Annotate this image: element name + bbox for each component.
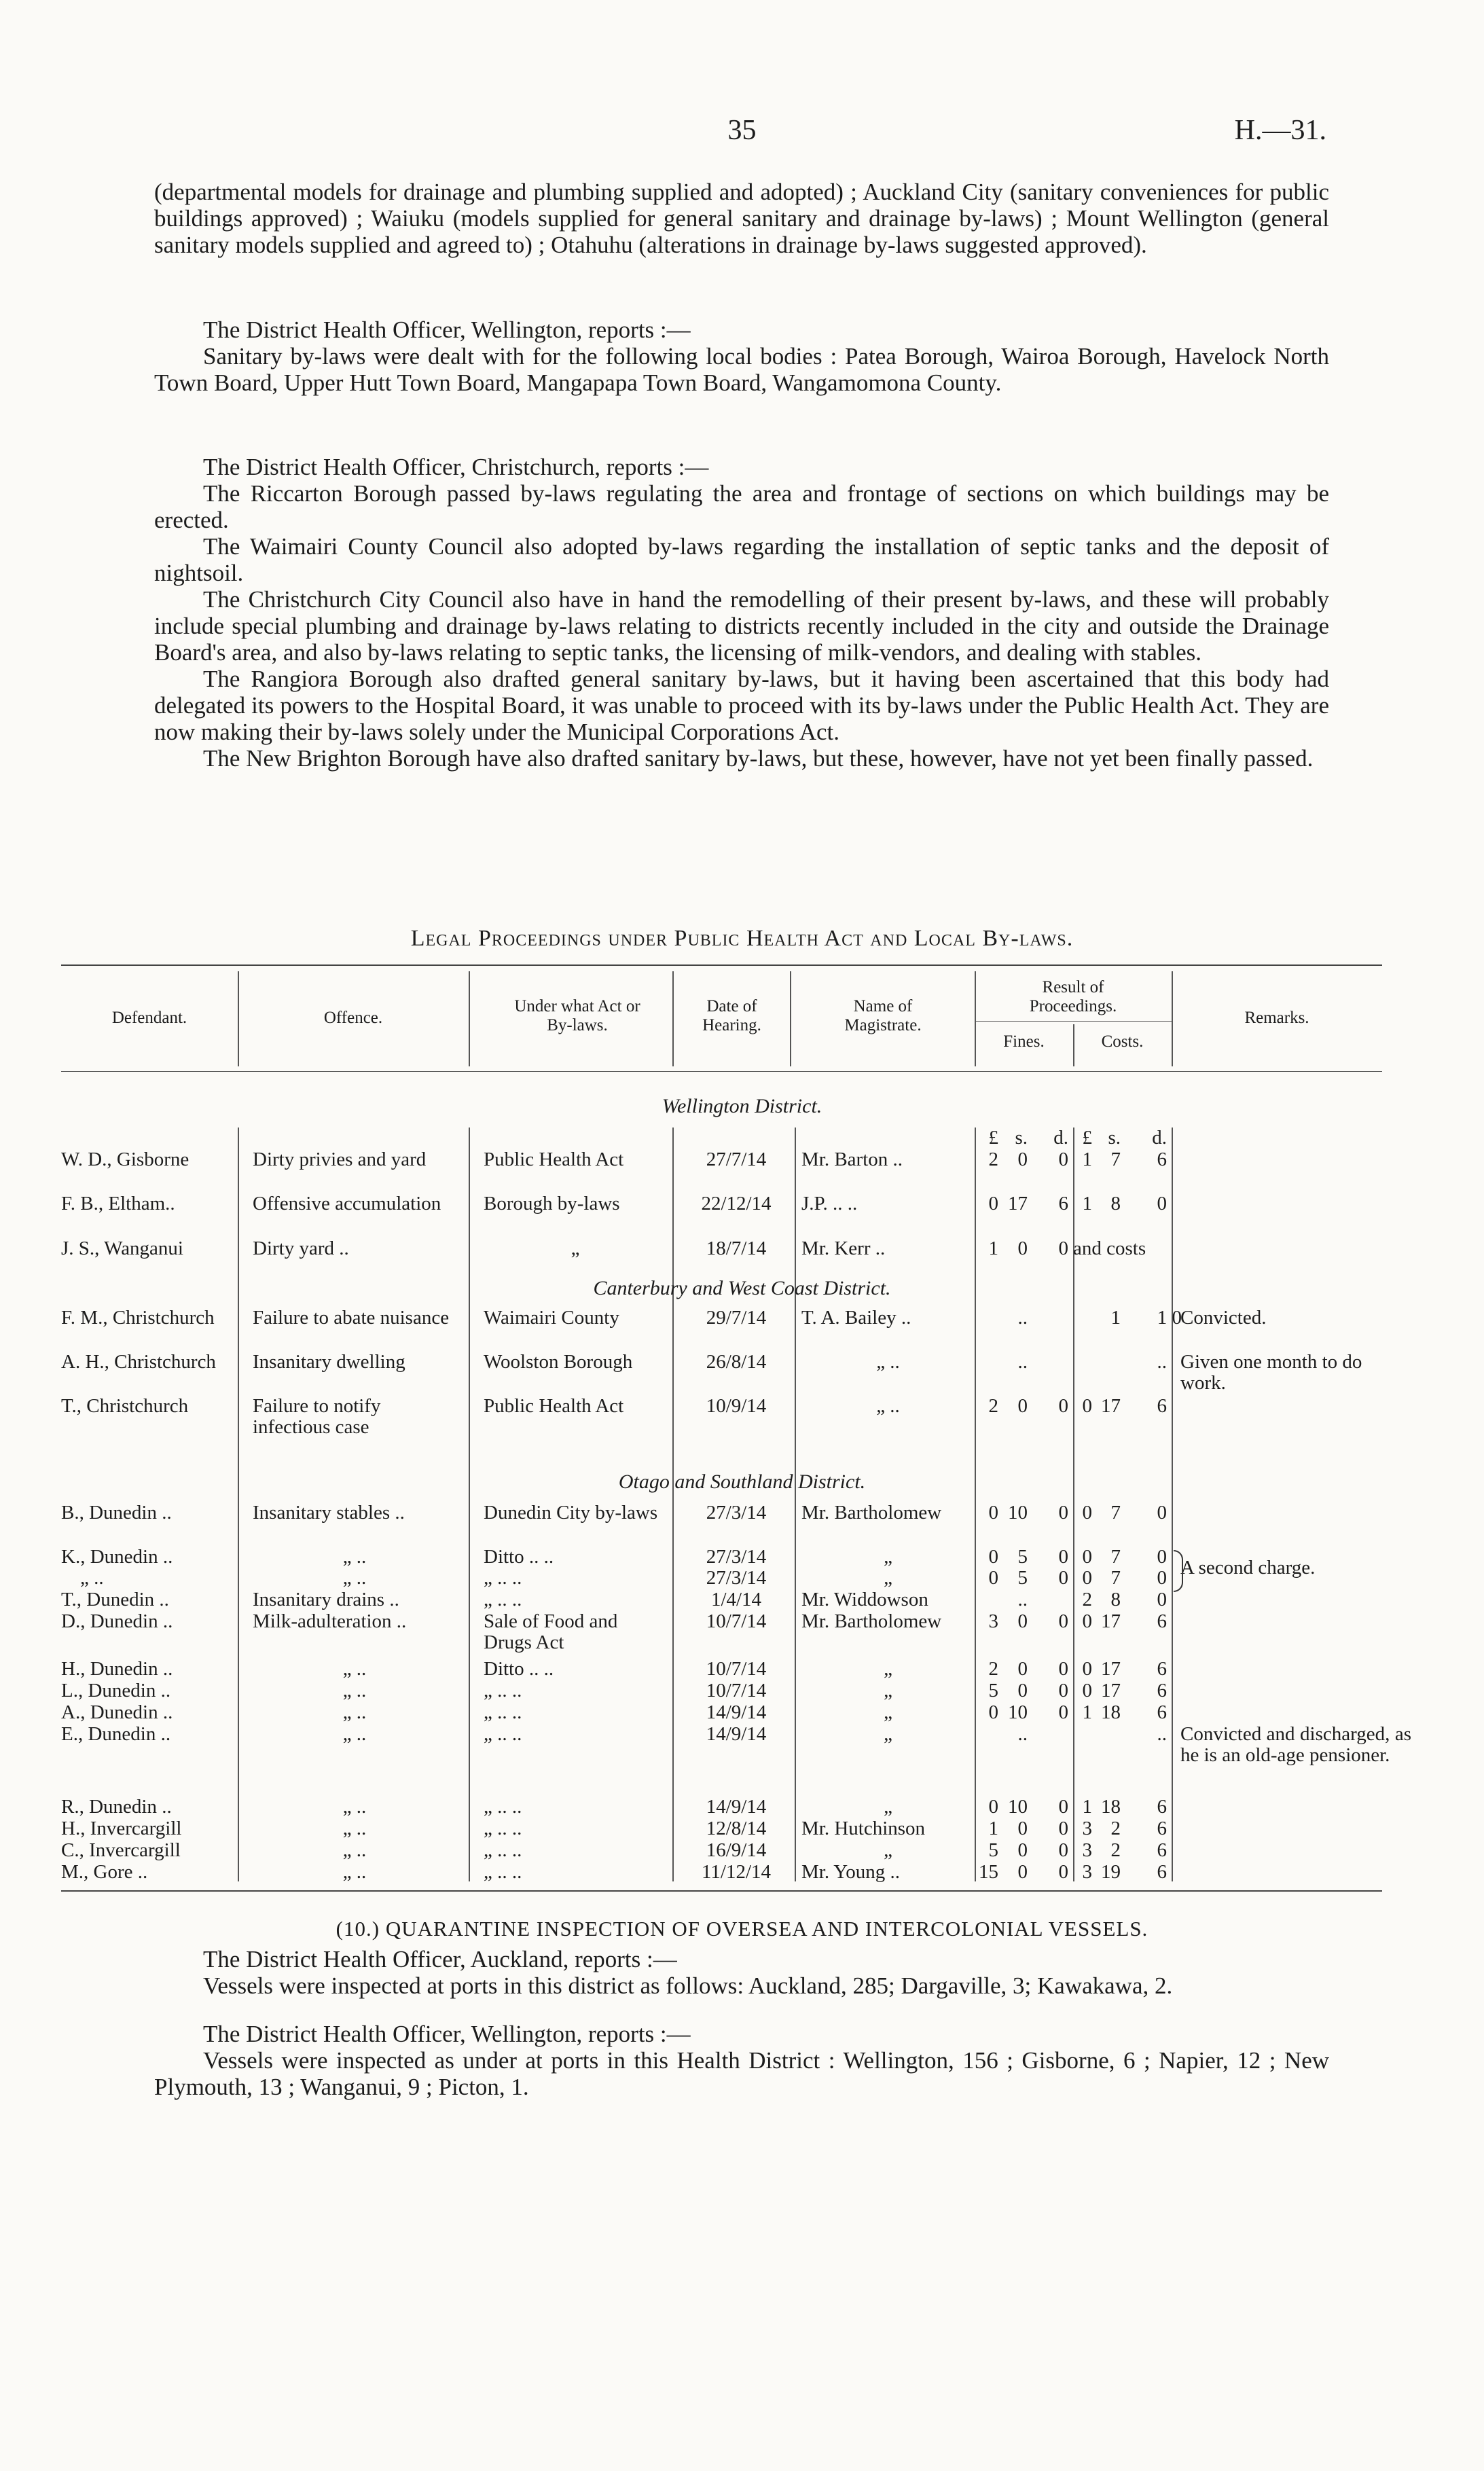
second-charge-brace (1174, 1550, 1183, 1592)
fine-pence: 0 (1058, 1149, 1068, 1170)
act-cell: Ditto .. .. (484, 1546, 554, 1568)
offence-cell: Failure to notify infectious case (253, 1395, 381, 1438)
cost-pence: 6 (1157, 1701, 1167, 1723)
fine-pounds: 0 (988, 1796, 998, 1818)
remarks-cell: Convicted and discharged, as he is an old-age pensioner. (1180, 1723, 1411, 1766)
offence-cell: „ .. (342, 1546, 367, 1568)
offence-cell: „ .. (342, 1861, 367, 1883)
act-cell: „ .. .. (484, 1589, 522, 1610)
remarks-cell: Convicted. (1180, 1307, 1267, 1329)
magistrate-cell: „ (884, 1658, 892, 1680)
fine-pence: 0 (1058, 1861, 1068, 1883)
defendant-cell: F. B., Eltham.. (61, 1193, 175, 1214)
date-cell: 10/7/14 (706, 1610, 767, 1632)
cost-pence: 6 (1157, 1839, 1167, 1861)
christchurch-report (154, 454, 1329, 772)
magistrate-cell: „ .. (876, 1351, 900, 1373)
cost-pounds: 1 (1082, 1149, 1092, 1170)
magistrate-cell: Mr. Widdowson (801, 1589, 928, 1610)
date-cell: 26/8/14 (706, 1351, 767, 1373)
date-cell: 16/9/14 (706, 1839, 767, 1861)
offence-cell: „ .. (342, 1723, 367, 1745)
date-cell: 27/3/14 (706, 1567, 767, 1589)
cost-pence: 6 (1157, 1680, 1167, 1701)
header-divider (790, 971, 791, 1066)
result-subheader-rule (975, 1021, 1172, 1022)
header-divider (238, 971, 239, 1066)
act-cell: „ (571, 1238, 580, 1259)
magistrate-cell: J.P. .. .. (801, 1193, 858, 1214)
cost-shillings: 1 (1110, 1307, 1121, 1329)
cost-note: .. (1157, 1723, 1167, 1745)
christchurch-paragraph: The Riccarton Borough passed by-laws regulating the area and frontage of sections on which buildings may be erected. (154, 480, 1329, 533)
fine-pounds: 2 (988, 1658, 998, 1680)
header-divider (975, 971, 976, 1066)
act-cell: „ .. .. (484, 1701, 522, 1723)
defendant-cell: R., Dunedin .. (61, 1796, 172, 1818)
fine-pence: 0 (1058, 1839, 1068, 1861)
column-header-offence: Offence. (323, 1009, 383, 1027)
act-cell: Dunedin City by-laws (484, 1502, 658, 1523)
cost-pence: 6 (1157, 1818, 1167, 1839)
header-divider (1172, 971, 1173, 1066)
body-divider (1073, 1128, 1074, 1881)
fine-pence: 0 (1058, 1395, 1068, 1417)
cost-pounds: 0 (1082, 1395, 1092, 1417)
cost-shillings: 2 (1110, 1818, 1121, 1839)
fine-pounds: 0 (988, 1567, 998, 1589)
cost-note: .. (1157, 1351, 1167, 1373)
date-cell: 27/3/14 (706, 1546, 767, 1568)
offence-cell: Insanitary drains .. (253, 1589, 399, 1610)
cost-shillings: 17 (1101, 1610, 1121, 1632)
fine-shillings: 0 (1017, 1238, 1028, 1259)
remarks-cell: Given one month to do work. (1180, 1351, 1362, 1394)
magistrate-cell: „ (884, 1567, 892, 1589)
cost-pounds: 0 (1082, 1546, 1092, 1568)
section-title: Wellington District. (662, 1095, 822, 1117)
fine-pence: 0 (1058, 1658, 1068, 1680)
cost-pounds: 0 (1082, 1680, 1092, 1701)
date-cell: 10/9/14 (706, 1395, 767, 1417)
offence-cell: „ .. (342, 1567, 367, 1589)
defendant-cell: A., Dunedin .. (61, 1701, 173, 1723)
cost-pence: 6 (1157, 1796, 1167, 1818)
wellington-body: Sanitary by-laws were dealt with for the following local bodies : Patea Borough, Wairoa Borough, Havelock North Town Board, Upper Hutt Town Board, Mangapapa Town Board, Wangamomona County. (154, 343, 1329, 396)
act-cell: „ .. .. (484, 1567, 522, 1589)
magistrate-cell: „ (884, 1839, 892, 1861)
fine-pence: 0 (1058, 1680, 1068, 1701)
column-header-magistrate: Name of Magistrate. (844, 997, 922, 1034)
act-cell: „ .. .. (484, 1839, 522, 1861)
christchurch-paragraph: The New Brighton Borough have also drafted sanitary by-laws, but these, however, have not yet been finally passed. (203, 745, 1314, 772)
body-divider (1172, 1128, 1173, 1881)
fine-pounds-label: £ (988, 1127, 998, 1149)
offence-cell: Offensive accumulation (253, 1193, 441, 1214)
fine-shillings: 5 (1017, 1546, 1028, 1568)
fine-shillings: 0 (1017, 1610, 1028, 1632)
defendant-cell: T., Christchurch (61, 1395, 189, 1417)
cost-shillings: 7 (1110, 1546, 1121, 1568)
magistrate-cell: Mr. Hutchinson (801, 1818, 926, 1839)
fine-pounds: 0 (988, 1502, 998, 1523)
fine-shillings: 0 (1017, 1839, 1028, 1861)
act-cell: „ .. .. (484, 1818, 522, 1839)
intro-text: (departmental models for drainage and plumbing supplied and adopted) ; Auckland City (sanitary conveniences for public buildings approved) ; Waiuku (models supplied for general sanitary and drainage by-laws) ; Mount Wellington (general sanitary models supplied and agreed to) ; Otahuhu (alterations in drainage by-laws suggested approved). (154, 179, 1329, 258)
body-divider (975, 1128, 976, 1881)
defendant-cell: K., Dunedin .. (61, 1546, 173, 1568)
fine-note: .. (1017, 1351, 1028, 1373)
magistrate-cell: „ (884, 1546, 892, 1568)
date-cell: 14/9/14 (706, 1796, 767, 1818)
date-cell: 12/8/14 (706, 1818, 767, 1839)
cost-shillings: 18 (1101, 1796, 1121, 1818)
fine-pounds: 5 (988, 1839, 998, 1861)
date-cell: 27/3/14 (706, 1502, 767, 1523)
fine-pence: 6 (1058, 1193, 1068, 1214)
fine-shillings: 5 (1017, 1567, 1028, 1589)
header-divider (469, 971, 470, 1066)
remarks-cell: A second charge. (1180, 1557, 1316, 1579)
cost-pence: 0 (1157, 1546, 1167, 1568)
body-divider (469, 1128, 470, 1881)
magistrate-cell: Mr. Bartholomew (801, 1610, 942, 1632)
offence-cell: „ .. (342, 1796, 367, 1818)
magistrate-cell: „ (884, 1723, 892, 1745)
cost-shillings: 7 (1110, 1567, 1121, 1589)
fine-shillings: 0 (1017, 1861, 1028, 1883)
body-divider (672, 1128, 674, 1881)
cost-pence: 1 0 (1157, 1307, 1182, 1329)
christchurch-heading: The District Health Officer, Christchurch, reports :— (203, 454, 709, 480)
cost-shillings: 17 (1101, 1658, 1121, 1680)
fine-shillings: 0 (1017, 1395, 1028, 1417)
cost-shillings: 7 (1110, 1149, 1121, 1170)
cost-shillings: 18 (1101, 1701, 1121, 1723)
act-cell: Ditto .. .. (484, 1658, 554, 1680)
table-bottom-rule (61, 1890, 1382, 1892)
act-cell: Borough by-laws (484, 1193, 620, 1214)
column-header-defendant: Defendant. (111, 1009, 187, 1027)
date-cell: 10/7/14 (706, 1658, 767, 1680)
cost-pence-label: d. (1152, 1127, 1167, 1149)
fine-pounds: 1 (988, 1818, 998, 1839)
defendant-cell: E., Dunedin .. (61, 1723, 171, 1745)
defendant-cell: D., Dunedin .. (61, 1610, 173, 1632)
fine-note: .. (1017, 1723, 1028, 1745)
christchurch-paragraph: The Waimairi County Council also adopted by-laws regarding the installation of septic tanks and the deposit of nightsoil. (154, 533, 1329, 586)
date-cell: 14/9/14 (706, 1723, 767, 1745)
fine-shillings: 0 (1017, 1149, 1028, 1170)
fine-note: .. (1017, 1589, 1028, 1610)
offence-cell: Insanitary stables .. (253, 1502, 405, 1523)
cost-shillings: 19 (1101, 1861, 1121, 1883)
offence-cell: Insanitary dwelling (253, 1351, 405, 1373)
table-caption: Legal Proceedings under Public Health Act and Local By-laws. (410, 926, 1074, 951)
intro-paragraph (154, 179, 1329, 258)
cost-pence: 0 (1157, 1567, 1167, 1589)
fine-pounds: 2 (988, 1149, 998, 1170)
fine-pence: 0 (1058, 1701, 1068, 1723)
defendant-cell: „ .. (80, 1567, 104, 1589)
cost-shillings: 17 (1101, 1395, 1121, 1417)
cost-pence: 6 (1157, 1149, 1167, 1170)
cost-pounds: 0 (1082, 1610, 1092, 1632)
fine-pounds: 15 (979, 1861, 998, 1883)
section-title: Otago and Southland District. (618, 1471, 866, 1493)
fine-pence: 0 (1058, 1502, 1068, 1523)
date-cell: 11/12/14 (701, 1861, 772, 1883)
cost-pence: 6 (1157, 1861, 1167, 1883)
offence-cell: „ .. (342, 1658, 367, 1680)
magistrate-cell: „ (884, 1701, 892, 1723)
header-bottom-rule (61, 1071, 1382, 1072)
column-header-act: Under what Act or By-laws. (514, 997, 640, 1034)
fine-pounds: 5 (988, 1680, 998, 1701)
fine-pounds: 2 (988, 1395, 998, 1417)
fine-shillings: 10 (1008, 1701, 1028, 1723)
offence-cell: „ .. (342, 1818, 367, 1839)
defendant-cell: H., Dunedin .. (61, 1658, 173, 1680)
fine-shillings: 10 (1008, 1796, 1028, 1818)
magistrate-cell: Mr. Kerr .. (801, 1238, 886, 1259)
offence-cell: „ .. (342, 1839, 367, 1861)
act-cell: Sale of Food and Drugs Act (484, 1610, 618, 1653)
quarantine-report (154, 1946, 1329, 2100)
fine-pence: 0 (1058, 1546, 1068, 1568)
defendant-cell: M., Gore .. (61, 1861, 148, 1883)
cost-shillings: 8 (1110, 1589, 1121, 1610)
magistrate-cell: Mr. Bartholomew (801, 1502, 942, 1523)
column-header-result: Result of Proceedings. (1029, 978, 1117, 1015)
auckland-heading: The District Health Officer, Auckland, reports :— (203, 1946, 677, 1972)
date-cell: 18/7/14 (706, 1238, 767, 1259)
act-cell: Public Health Act (484, 1395, 624, 1417)
fine-shillings: 0 (1017, 1818, 1028, 1839)
act-cell: „ .. .. (484, 1796, 522, 1818)
column-header-fines: Fines. (1003, 1032, 1045, 1051)
date-cell: 14/9/14 (706, 1701, 767, 1723)
fine-shillings: 0 (1017, 1658, 1028, 1680)
cost-shillings: 7 (1110, 1502, 1121, 1523)
cost-pence: 0 (1157, 1502, 1167, 1523)
column-header-date: Date of Hearing. (702, 997, 761, 1034)
cost-pounds-label: £ (1082, 1127, 1092, 1149)
offence-cell: „ .. (342, 1680, 367, 1701)
defendant-cell: L., Dunedin .. (61, 1680, 171, 1701)
cost-pounds: 3 (1082, 1839, 1092, 1861)
cost-pounds: 1 (1082, 1193, 1092, 1214)
fine-pounds: 3 (988, 1610, 998, 1632)
fine-pence: 0 (1058, 1567, 1068, 1589)
magistrate-cell: Mr. Young .. (801, 1861, 901, 1883)
cost-pounds: 0 (1082, 1567, 1092, 1589)
magistrate-cell: T. A. Bailey .. (801, 1307, 911, 1329)
wellington-report (154, 317, 1329, 396)
magistrate-cell: „ (884, 1796, 892, 1818)
cost-pounds: 2 (1082, 1589, 1092, 1610)
act-cell: Waimairi County (484, 1307, 619, 1329)
fine-pounds: 1 (988, 1238, 998, 1259)
date-cell: 27/7/14 (706, 1149, 767, 1170)
cost-shillings: 2 (1110, 1839, 1121, 1861)
fine-pence: 0 (1058, 1238, 1068, 1259)
defendant-cell: J. S., Wanganui (61, 1238, 183, 1259)
cost-pence: 0 (1157, 1193, 1167, 1214)
act-cell: „ .. .. (484, 1680, 522, 1701)
offence-cell: Failure to abate nuisance (253, 1307, 450, 1329)
fine-pounds: 0 (988, 1193, 998, 1214)
cost-shillings: 8 (1110, 1193, 1121, 1214)
cost-pounds: 0 (1082, 1658, 1092, 1680)
defendant-cell: B., Dunedin .. (61, 1502, 172, 1523)
column-header-costs: Costs. (1101, 1032, 1144, 1051)
section-title: Canterbury and West Coast District. (593, 1277, 891, 1299)
cost-pounds: 3 (1082, 1861, 1092, 1883)
magistrate-cell: Mr. Barton .. (801, 1149, 903, 1170)
offence-cell: „ .. (342, 1701, 367, 1723)
quarantine-wellington-heading: The District Health Officer, Wellington, reports :— (203, 2021, 691, 2047)
wellington-heading: The District Health Officer, Wellington, reports :— (203, 317, 691, 343)
cost-pounds: 0 (1082, 1502, 1092, 1523)
date-cell: 29/7/14 (706, 1307, 767, 1329)
cost-pounds: 1 (1082, 1796, 1092, 1818)
defendant-cell: C., Invercargill (61, 1839, 181, 1861)
magistrate-cell: „ .. (876, 1395, 900, 1417)
magistrate-cell: „ (884, 1680, 892, 1701)
christchurch-paragraph: The Rangiora Borough also drafted general sanitary by-laws, but it having been ascertained that this body had delegated its powers to the Hospital Board, it was unable to proceed with its by-laws under the Public Health Act. They are now making their by-laws solely under the Municipal Corporations Act. (154, 666, 1329, 745)
date-cell: 1/4/14 (710, 1589, 762, 1610)
fine-shillings: 10 (1008, 1502, 1028, 1523)
column-header-remarks: Remarks. (1244, 1009, 1309, 1027)
auckland-body: Vessels were inspected at ports in this district as follows: Auckland, 285; Dargaville, 3; Kawakawa, 2. (203, 1972, 1173, 1999)
act-cell: Woolston Borough (484, 1351, 633, 1373)
document-reference: H.—31. (1234, 115, 1326, 146)
fine-shillings-label: s. (1015, 1127, 1028, 1149)
act-cell: Public Health Act (484, 1149, 624, 1170)
date-cell: 22/12/14 (701, 1193, 772, 1214)
cost-shillings: 17 (1101, 1680, 1121, 1701)
table-top-rule (61, 964, 1382, 966)
body-divider (238, 1128, 239, 1881)
cost-pence: 6 (1157, 1610, 1167, 1632)
fine-pounds: 0 (988, 1701, 998, 1723)
page-number: 35 (727, 115, 757, 146)
date-cell: 10/7/14 (706, 1680, 767, 1701)
defendant-cell: F. M., Christchurch (61, 1307, 215, 1329)
defendant-cell: H., Invercargill (61, 1818, 182, 1839)
cost-pence: 0 (1157, 1589, 1167, 1610)
header-divider (672, 971, 674, 1066)
act-cell: „ .. .. (484, 1861, 522, 1883)
defendant-cell: A. H., Christchurch (61, 1351, 216, 1373)
fine-pence-label: d. (1053, 1127, 1068, 1149)
fine-note: .. (1017, 1307, 1028, 1329)
fine-pence: 0 (1058, 1796, 1068, 1818)
paragraph-gap (154, 1999, 1329, 2021)
cost-pence: 6 (1157, 1395, 1167, 1417)
quarantine-wellington-body: Vessels were inspected as under at ports in this Health District : Wellington, 156 ; Gisborne, 6 ; Napier, 12 ; New Plymouth, 13 ; Wanganui, 9 ; Picton, 1. (154, 2047, 1329, 2100)
body-divider (795, 1128, 796, 1881)
quarantine-section-title: (10.) QUARANTINE INSPECTION OF OVERSEA AND INTERCOLONIAL VESSELS. (336, 1917, 1148, 1941)
fine-shillings: 17 (1008, 1193, 1028, 1214)
cost-pounds: 1 (1082, 1701, 1092, 1723)
defendant-cell: T., Dunedin .. (61, 1589, 169, 1610)
cost-pounds: 3 (1082, 1818, 1092, 1839)
fine-shillings: 0 (1017, 1680, 1028, 1701)
defendant-cell: W. D., Gisborne (61, 1149, 189, 1170)
offence-cell: Dirty privies and yard (253, 1149, 427, 1170)
cost-pence: 6 (1157, 1658, 1167, 1680)
cost-note: and costs (1073, 1238, 1146, 1259)
fine-pounds: 0 (988, 1546, 998, 1568)
header-divider (1073, 1024, 1074, 1066)
christchurch-paragraph: The Christchurch City Council also have in hand the remodelling of their present by-laws, and these will probably include special plumbing and drainage by-laws relating to districts recently included in the city and outside the Drainage Board's area, and also by-laws relating to septic tanks, the licensing of milk-vendors, and dealing with stables. (154, 586, 1329, 666)
fine-pence: 0 (1058, 1818, 1068, 1839)
cost-shillings-label: s. (1108, 1127, 1121, 1149)
offence-cell: Milk-adulteration .. (253, 1610, 407, 1632)
act-cell: „ .. .. (484, 1723, 522, 1745)
fine-pence: 0 (1058, 1610, 1068, 1632)
offence-cell: Dirty yard .. (253, 1238, 349, 1259)
